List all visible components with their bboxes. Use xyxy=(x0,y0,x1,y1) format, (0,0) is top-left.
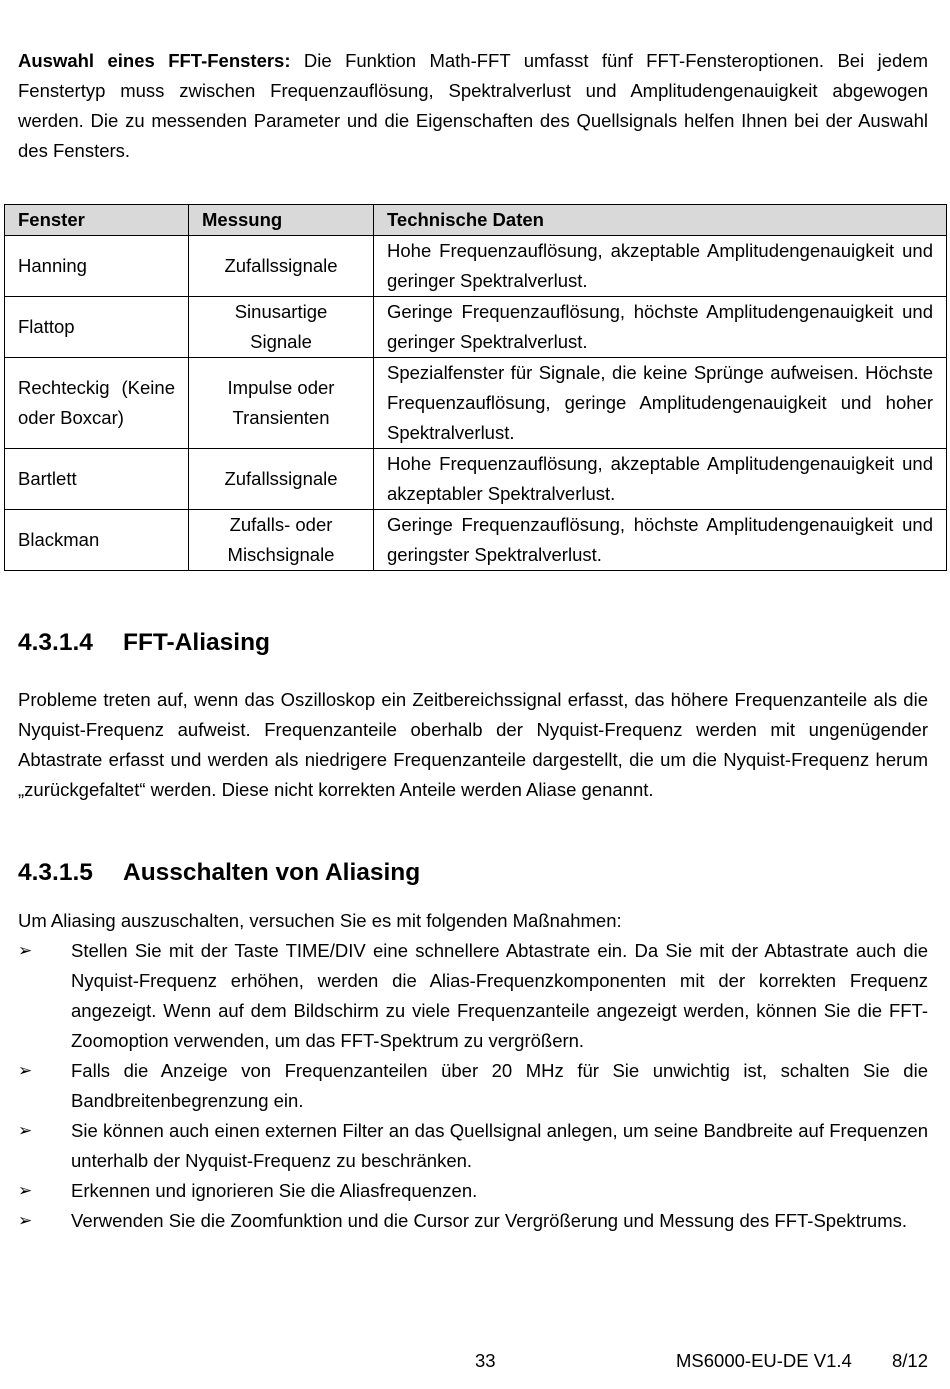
header-fenster: Fenster xyxy=(5,205,189,236)
list-item-text: Stellen Sie mit der Taste TIME/DIV eine schnellere Abtastrate ein. Da Sie mit der Abtastrate auch die Nyquist-Frequenz erhöhen, werden die Alias-Frequenzkomponenten mit der korrekten Frequenz angezeigt. Wenn auf dem Bildschirm zu viele Frequenzanteile angezeigt werden, können Sie die FFT-Zoomoption verwenden, um das FFT-Spektrum zu vergrößern. xyxy=(71,940,928,1051)
cell-fenster: Flattop xyxy=(5,297,189,358)
cell-fenster: Blackman xyxy=(5,510,189,571)
list-item-text: Verwenden Sie die Zoomfunktion und die Cursor zur Vergrößerung und Messung des FFT-Spektrums. xyxy=(71,1210,908,1231)
list-item-text: Falls die Anzeige von Frequenzanteilen über 20 MHz für Sie unwichtig ist, schalten Sie die Bandbreitenbegrenzung ein. xyxy=(71,1060,928,1111)
cell-messung: Impulse oder Transienten xyxy=(189,358,374,449)
section-title: Ausschalten von Aliasing xyxy=(123,859,421,886)
list-item xyxy=(18,1116,928,1176)
section-number: 4.3.1.5 xyxy=(18,859,93,886)
table-header-row xyxy=(5,205,947,236)
table-row xyxy=(5,449,947,510)
table-row xyxy=(5,297,947,358)
cell-fenster: Rechteckig (Keine oder Boxcar) xyxy=(5,358,189,449)
list-item xyxy=(18,1056,928,1116)
cell-messung: Sinusartige Signale xyxy=(189,297,374,358)
cell-fenster: Hanning xyxy=(5,236,189,297)
intro-bold-lead: Auswahl eines FFT-Fensters: xyxy=(18,50,291,71)
list-item-text: Erkennen und ignorieren Sie die Aliasfrequenzen. xyxy=(71,1180,478,1201)
table-row xyxy=(5,358,947,449)
aliasing-intro-paragraph: Um Aliasing auszuschalten, versuchen Sie es mit folgenden Maßnahmen: xyxy=(18,910,622,931)
list-item xyxy=(18,1206,928,1236)
footer-page-number: 33 xyxy=(475,1350,496,1371)
section-heading-ausschalten-aliasing xyxy=(18,858,420,888)
cell-daten: Geringe Frequenzauflösung, höchste Amplitudengenauigkeit und geringster Spektralverlust. xyxy=(374,510,947,571)
cell-fenster: Bartlett xyxy=(5,449,189,510)
footer-page-of: 8/12 xyxy=(892,1350,929,1371)
table-row xyxy=(5,510,947,571)
cell-messung: Zufallssignale xyxy=(189,449,374,510)
arrow-bullet-icon: ➢ xyxy=(18,1061,33,1081)
intro-paragraph xyxy=(18,46,928,166)
cell-daten: Hohe Frequenzauflösung, akzeptable Amplitudengenauigkeit und geringer Spektralverlust. xyxy=(374,236,947,297)
cell-daten: Geringe Frequenzauflösung, höchste Amplitudengenauigkeit und geringer Spektralverlust. xyxy=(374,297,947,358)
aliasing-measures-list xyxy=(18,936,928,1236)
arrow-bullet-icon: ➢ xyxy=(18,1121,33,1141)
arrow-bullet-icon: ➢ xyxy=(18,1211,33,1231)
list-item xyxy=(18,936,928,1056)
cell-messung: Zufallssignale xyxy=(189,236,374,297)
section-number: 4.3.1.4 xyxy=(18,629,93,656)
cell-daten: Hohe Frequenzauflösung, akzeptable Amplitudengenauigkeit und akzeptabler Spektralverlust. xyxy=(374,449,947,510)
arrow-bullet-icon: ➢ xyxy=(18,941,33,961)
section-heading-fft-aliasing xyxy=(18,628,270,658)
header-messung: Messung xyxy=(189,205,374,236)
header-technische-daten: Technische Daten xyxy=(374,205,947,236)
footer-doc-id: MS6000-EU-DE V1.4 xyxy=(676,1350,852,1371)
list-item xyxy=(18,1176,928,1206)
fft-aliasing-paragraph: Probleme treten auf, wenn das Oszilloskop ein Zeitbereichssignal erfasst, das höhere Frequenzanteile als die Nyquist-Frequenz aufweist. Frequenzanteile oberhalb der Nyquist-Frequenz werden mit ungenügender Abtastrate erfasst und werden als niedrigere Frequenzanteile dargestellt, die um die Nyquist-Frequenz herum „zurückgefaltet“ werden. Diese nicht korrekten Anteile werden Aliase genannt. xyxy=(18,689,928,800)
cell-messung: Zufalls- oder Mischsignale xyxy=(189,510,374,571)
fft-window-table xyxy=(4,204,947,571)
intro-text: Die Funktion Math-FFT umfasst fünf FFT-Fensteroptionen. Bei jedem Fenstertyp muss zwischen Frequenzauflösung, Spektralverlust und Amplitudengenauigkeit abgewogen werden. Die zu messenden Parameter und die Eigenschaften des Quellsignals helfen Ihnen bei der Auswahl des Fensters. xyxy=(18,50,928,161)
table-row xyxy=(5,236,947,297)
arrow-bullet-icon: ➢ xyxy=(18,1181,33,1201)
list-item-text: Sie können auch einen externen Filter an das Quellsignal anlegen, um seine Bandbreite auf Frequenzen unterhalb der Nyquist-Frequenz zu beschränken. xyxy=(71,1120,928,1171)
cell-daten: Spezialfenster für Signale, die keine Sprünge aufweisen. Höchste Frequenzauflösung, geringe Amplitudengenauigkeit und hoher Spektralverlust. xyxy=(374,358,947,449)
section-title: FFT-Aliasing xyxy=(123,629,270,656)
